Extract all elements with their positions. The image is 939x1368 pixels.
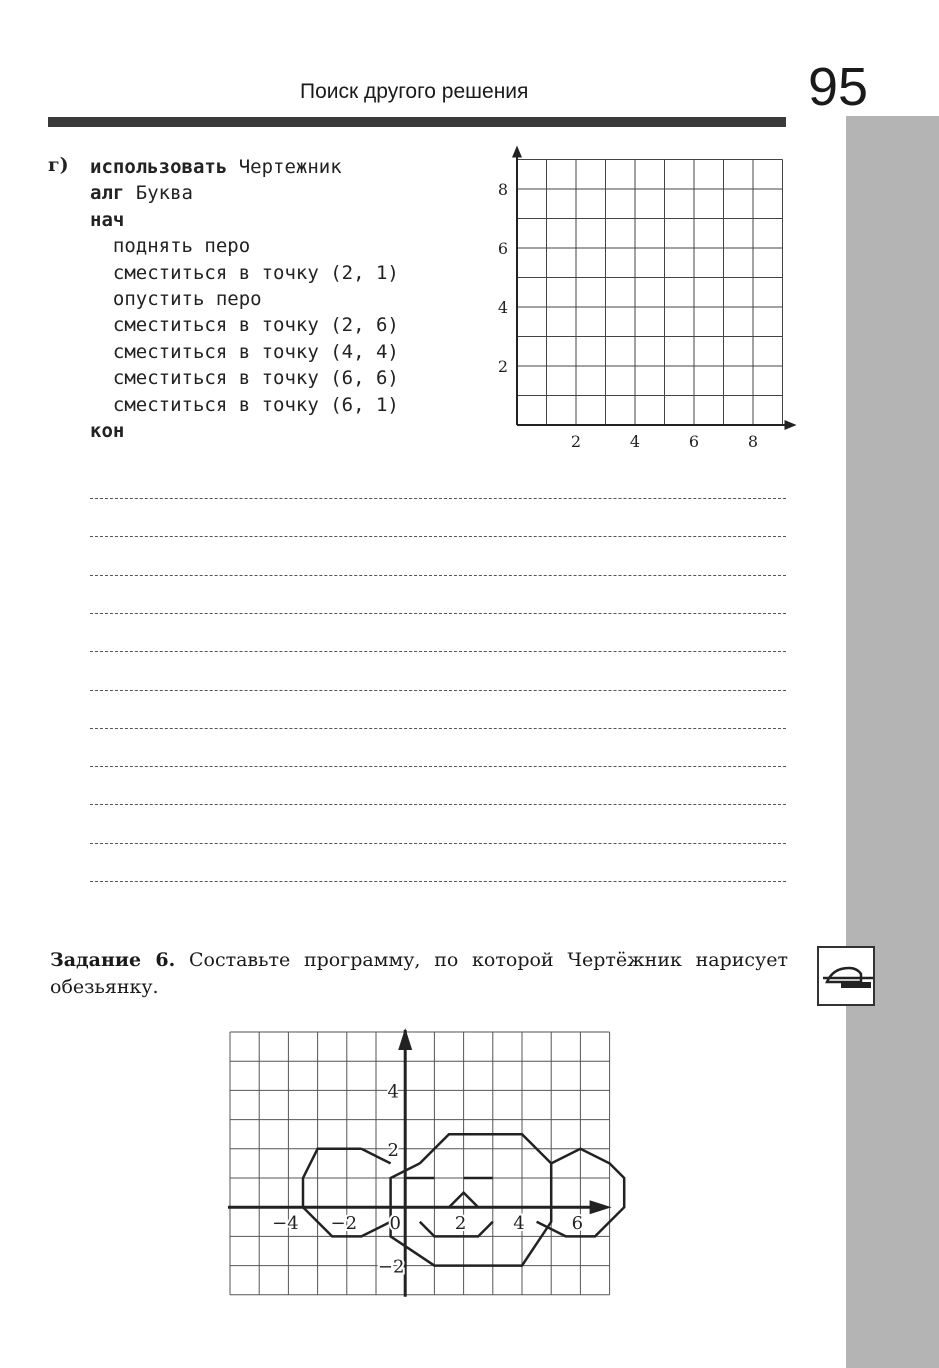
task6-label: Задание 6. <box>50 949 176 971</box>
code-keyword: кон <box>90 419 125 442</box>
y-axis-arrow <box>512 146 522 158</box>
pen-icon <box>817 946 875 1006</box>
answer-line <box>90 498 786 499</box>
code-text: сместиться в точку (4, 4) <box>90 340 399 363</box>
answer-line <box>90 881 786 882</box>
code-text: Чертежник <box>227 156 342 178</box>
y-tick-label: 2 <box>387 1139 399 1161</box>
code-line <box>90 154 399 180</box>
code-text: сместиться в точку (6, 1) <box>90 393 399 416</box>
x-tick-label: 0 <box>389 1213 401 1235</box>
answer-line <box>90 728 786 729</box>
x-tick-label: 2 <box>570 432 582 451</box>
y-tick-label: −2 <box>377 1256 405 1278</box>
answer-line <box>90 766 786 767</box>
x-tick-label: 6 <box>571 1213 584 1235</box>
page-header-title: Поиск другого решения <box>300 80 529 103</box>
y-axis-arrow <box>398 1028 412 1050</box>
code-line <box>90 207 399 233</box>
x-tick-label: −2 <box>330 1213 358 1235</box>
code-line <box>90 286 399 312</box>
x-tick-label: 6 <box>688 432 700 451</box>
code-line <box>90 392 399 418</box>
x-axis-arrow <box>785 420 797 430</box>
y-tick-label: 4 <box>497 298 509 317</box>
answer-line <box>90 575 786 576</box>
code-line <box>90 418 399 444</box>
code-text: сместиться в точку (6, 6) <box>90 367 399 390</box>
code-line <box>90 312 399 338</box>
y-tick-label: 6 <box>497 239 509 258</box>
answer-line <box>90 651 786 652</box>
answer-line <box>90 613 786 614</box>
x-axis-arrow <box>590 1200 612 1214</box>
y-tick-label: 8 <box>497 180 509 199</box>
code-line <box>90 260 399 286</box>
code-text: опустить перо <box>90 287 262 310</box>
x-tick-label: 2 <box>454 1213 467 1235</box>
code-line <box>90 365 399 391</box>
page-number: 95 <box>808 57 869 117</box>
code-line <box>90 180 399 206</box>
task6-text <box>50 947 788 1001</box>
y-tick-label: 4 <box>387 1081 399 1103</box>
code-text: поднять перо <box>90 235 251 258</box>
answer-line <box>90 536 786 537</box>
code-keyword: нач <box>90 208 125 231</box>
x-tick-label: 8 <box>747 432 759 451</box>
monkey-grid <box>228 1030 618 1300</box>
code-text: сместиться в точку (2, 6) <box>90 314 399 337</box>
x-tick-label: 4 <box>513 1213 525 1235</box>
task-g-label: г) <box>48 154 69 176</box>
pen-icon-graphic <box>819 948 877 1008</box>
code-keyword: алг <box>90 182 125 205</box>
x-tick-label: 4 <box>629 432 641 451</box>
task-g-code <box>90 154 399 444</box>
x-tick-label: −4 <box>272 1213 299 1235</box>
code-text: Буква <box>124 182 193 205</box>
answer-line <box>90 843 786 844</box>
code-line <box>90 339 399 365</box>
answer-line <box>90 804 786 805</box>
coordinate-grid-1 <box>490 150 800 460</box>
y-tick-label: 2 <box>497 357 509 376</box>
header-bar <box>48 117 786 127</box>
code-text: сместиться в точку (2, 1) <box>90 261 399 284</box>
answer-line <box>90 690 786 691</box>
side-strip <box>846 116 939 1368</box>
code-keyword: использовать <box>90 156 228 178</box>
code-line <box>90 233 399 259</box>
task6-body: Составьте программу, по которой Чертёжник нарисует обезьянку. <box>50 949 788 998</box>
